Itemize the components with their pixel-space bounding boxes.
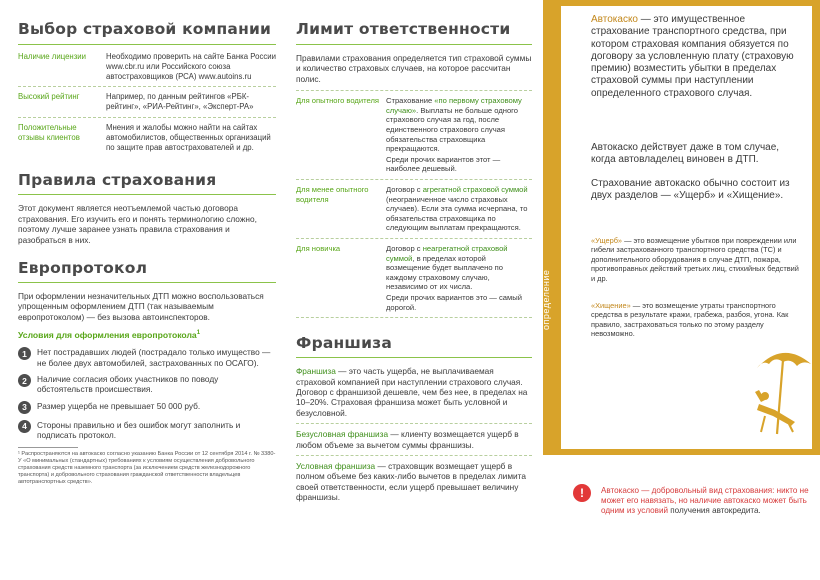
- criteria-row: [18, 87, 276, 117]
- franchise-title: Франшиза: [296, 334, 393, 353]
- term-highlight: агрегатной страховой суммой: [422, 184, 528, 194]
- limit-row: [296, 180, 532, 238]
- text-part: (неограниченное число страховых случаев). Если эта сумма исчерпана, то обязательства страховщика по следующим выплатам прекращаются.: [386, 194, 528, 233]
- column-middle: [296, 0, 532, 503]
- definition-label: определение: [541, 269, 551, 330]
- criteria-label: Наличие лицензии: [18, 52, 87, 61]
- list-item: [18, 401, 276, 414]
- text-part: — страховщик возмещает ущерб в полном объеме без каких-либо вычетов в пределах лимита своей ответственности, если ущерб превышает величину франшизы.: [296, 460, 526, 503]
- term-highlight: Автокаско: [591, 14, 638, 25]
- text-part: — это часть ущерба, не выплачиваемая страховой компанией при наступлении страхового случая. Договор с франшизой дешевле, чем без нее, в пределах на 10–20%. Страховая франшиза может быть условной и безусловной.: [296, 366, 528, 418]
- footnote-ref: 1: [196, 330, 201, 337]
- limit-intro: Правилами страхования определяется тип страховой суммы и количество страховых случаев, на которое рассчитан полис.: [296, 53, 532, 84]
- criteria-text: Мнения и жалобы можно найти на сайтах автомобилистов, общественных организаций по защите прав автострахователей и др.: [106, 122, 271, 152]
- limit-text: [386, 185, 532, 233]
- franchise-definition: [296, 366, 532, 418]
- warning-text: [601, 486, 820, 517]
- term-highlight: Франшиза: [296, 366, 336, 377]
- rules-text: Этот документ является неотъемлемой частью договора страхования. Его изучить его и понять терминологию сложно, поэтому лучше заранее узнать правила страхования и разобраться в них.: [18, 203, 257, 245]
- limit-label: Для опытного водителя: [296, 96, 380, 106]
- step-text: Наличие согласия обоих участников по поводу обстоятельств происшествия.: [37, 374, 219, 395]
- term-highlight: Безусловная франшиза: [296, 429, 389, 440]
- step-text: Размер ущерба не превышает 50 000 руб.: [37, 400, 201, 411]
- text-part: получения автокредита.: [668, 506, 761, 516]
- choose-company-title: Выбор страховой компании: [18, 20, 272, 38]
- definition-frame-bottom: [561, 449, 820, 455]
- term-highlight: «по первому страховому случаю»: [386, 96, 522, 115]
- step-text: Нет пострадавших людей (пострадало только имущество — не более двух автомобилей, застрахованных по ОСАГО).: [37, 347, 271, 368]
- limit-label: Для менее опытного водителя: [296, 184, 369, 204]
- text-part: — клиенту возмещается ущерб в любом объеме за вычетом суммы франшизы.: [296, 429, 519, 450]
- criteria-row: [18, 45, 276, 86]
- divider: [18, 282, 276, 283]
- term-highlight: «Хищение»: [591, 301, 631, 310]
- limit-note: Среди прочих вариантов этот — наиболее дешевый.: [386, 154, 501, 174]
- text-part: — это возмещение убытков при повреждении или гибели застрахованного транспортного средства (ТС) и дополнительного оборудования в случае ДТП, пожара, противоправных действий третьих лиц, стихийных бедствий и др.: [591, 236, 799, 283]
- text-part: Страхование: [386, 96, 435, 106]
- list-item: [18, 347, 276, 368]
- term-highlight: Условная франшиза: [296, 460, 376, 471]
- divider: [296, 317, 532, 318]
- conditions-title: [18, 330, 276, 340]
- warning-icon: !: [573, 484, 591, 502]
- step-number: 4: [18, 420, 31, 433]
- rules-title: Правила страхования: [18, 171, 217, 190]
- limit-row: [296, 239, 532, 317]
- theft-definition: [591, 301, 805, 339]
- kasko-sections: Страхование автокаско обычно состоит из двух разделов — «Ущерб» и «Хищение».: [591, 178, 790, 202]
- unconditional-franchise: [296, 429, 532, 450]
- damage-definition: [591, 236, 805, 283]
- divider: [296, 423, 532, 424]
- conditional-franchise: [296, 461, 532, 503]
- text-part: , в пределах которой возмещение будет выплачено по каждому страховому случаю, независимо от их числа.: [386, 253, 504, 292]
- text-part: — это имущественное страхование транспортного средства, при котором страховая компания обязуется по договору за условленную плату (страховую премию) возместить убытки в пределах страховой суммы при наступлении определенного страхового случая.: [591, 14, 794, 99]
- divider: [296, 44, 532, 45]
- criteria-text: Необходимо проверить на сайте Банка России www.cbr.ru или Российского союза автостраховщиков (РСА) www.autoins.ru: [106, 52, 276, 81]
- definition-frame-left: [543, 0, 561, 455]
- text-part: — это возмещение утраты транспортного средства в результате кражи, грабежа, разбоя, угона. Как правило, застраховаться только по этому разделу невозможно.: [591, 301, 789, 339]
- limit-text: [386, 244, 532, 312]
- europrotocol-text: При оформлении незначительных ДТП можно воспользоваться упрощенным оформлением ДТП (так называемым европротоколом) — без вызова автоинспекторов.: [18, 291, 264, 322]
- footnote-divider: [18, 447, 78, 448]
- definition-card: [561, 6, 820, 455]
- term-highlight: «Ущерб»: [591, 236, 623, 245]
- limit-label: Для новичка: [296, 243, 341, 253]
- step-number: 3: [18, 401, 31, 414]
- kasko-definition: [591, 14, 801, 100]
- footnote: ¹ Распространяются на автокаско согласно указанию Банка России от 12 сентября 2014 г. № 3380-У «О минимальных (стандартных) требованиях к условиям осуществления добровольного страхования средств наземного транспорта (за исключением средств железнодорожного транспорта) и добровольного страхования гражданской ответственности владельцев автотранспортных средств».: [18, 450, 276, 486]
- limit-row: [296, 91, 532, 179]
- text-part: Договор с: [386, 243, 423, 253]
- column-right: [543, 0, 820, 580]
- limit-title: Лимит ответственности: [296, 20, 511, 38]
- list-item: [18, 420, 276, 441]
- list-item: [18, 374, 276, 395]
- criteria-label: Высокий рейтинг: [18, 92, 80, 102]
- criteria-text: Например, по данным рейтингов «РБК-рейтинг», «РИА-Рейтинг», «Эксперт-РА»: [106, 92, 254, 112]
- text-part: . Выплаты не больше одного страхового случая за год, после единственного страхового случая обязательства страховщика прекращаются.: [386, 105, 518, 154]
- criteria-label: Положительные отзывы клиентов: [18, 122, 80, 142]
- conditions-list: [18, 347, 276, 440]
- criteria-row: [18, 118, 276, 157]
- divider: [296, 455, 532, 456]
- conditions-title-text: Условия для оформления европротокола: [18, 330, 197, 341]
- step-text: Стороны правильно и без ошибок могут заполнить и подписать протокол.: [37, 419, 241, 441]
- umbrella-icon: [751, 344, 815, 436]
- warning-highlight: Автокаско — добровольный вид страхования: никто не может его навязать, но наличие автокаско может быть одним из условий: [601, 486, 809, 516]
- column-left: [18, 0, 276, 487]
- limit-text: [386, 96, 532, 174]
- term-highlight: неагрегатной страховой суммой: [386, 243, 508, 263]
- limit-note: Среди прочих вариантов это — самый дорогой.: [386, 292, 522, 312]
- kasko-guilt-note: Автокаско действует даже в том случае, когда автовладелец виновен в ДТП.: [591, 142, 780, 166]
- text-part: Договор с: [386, 184, 423, 194]
- europrotocol-title: Европротокол: [18, 259, 148, 277]
- step-number: 1: [18, 347, 31, 360]
- divider: [18, 194, 276, 195]
- divider: [296, 357, 532, 358]
- step-number: 2: [18, 374, 31, 387]
